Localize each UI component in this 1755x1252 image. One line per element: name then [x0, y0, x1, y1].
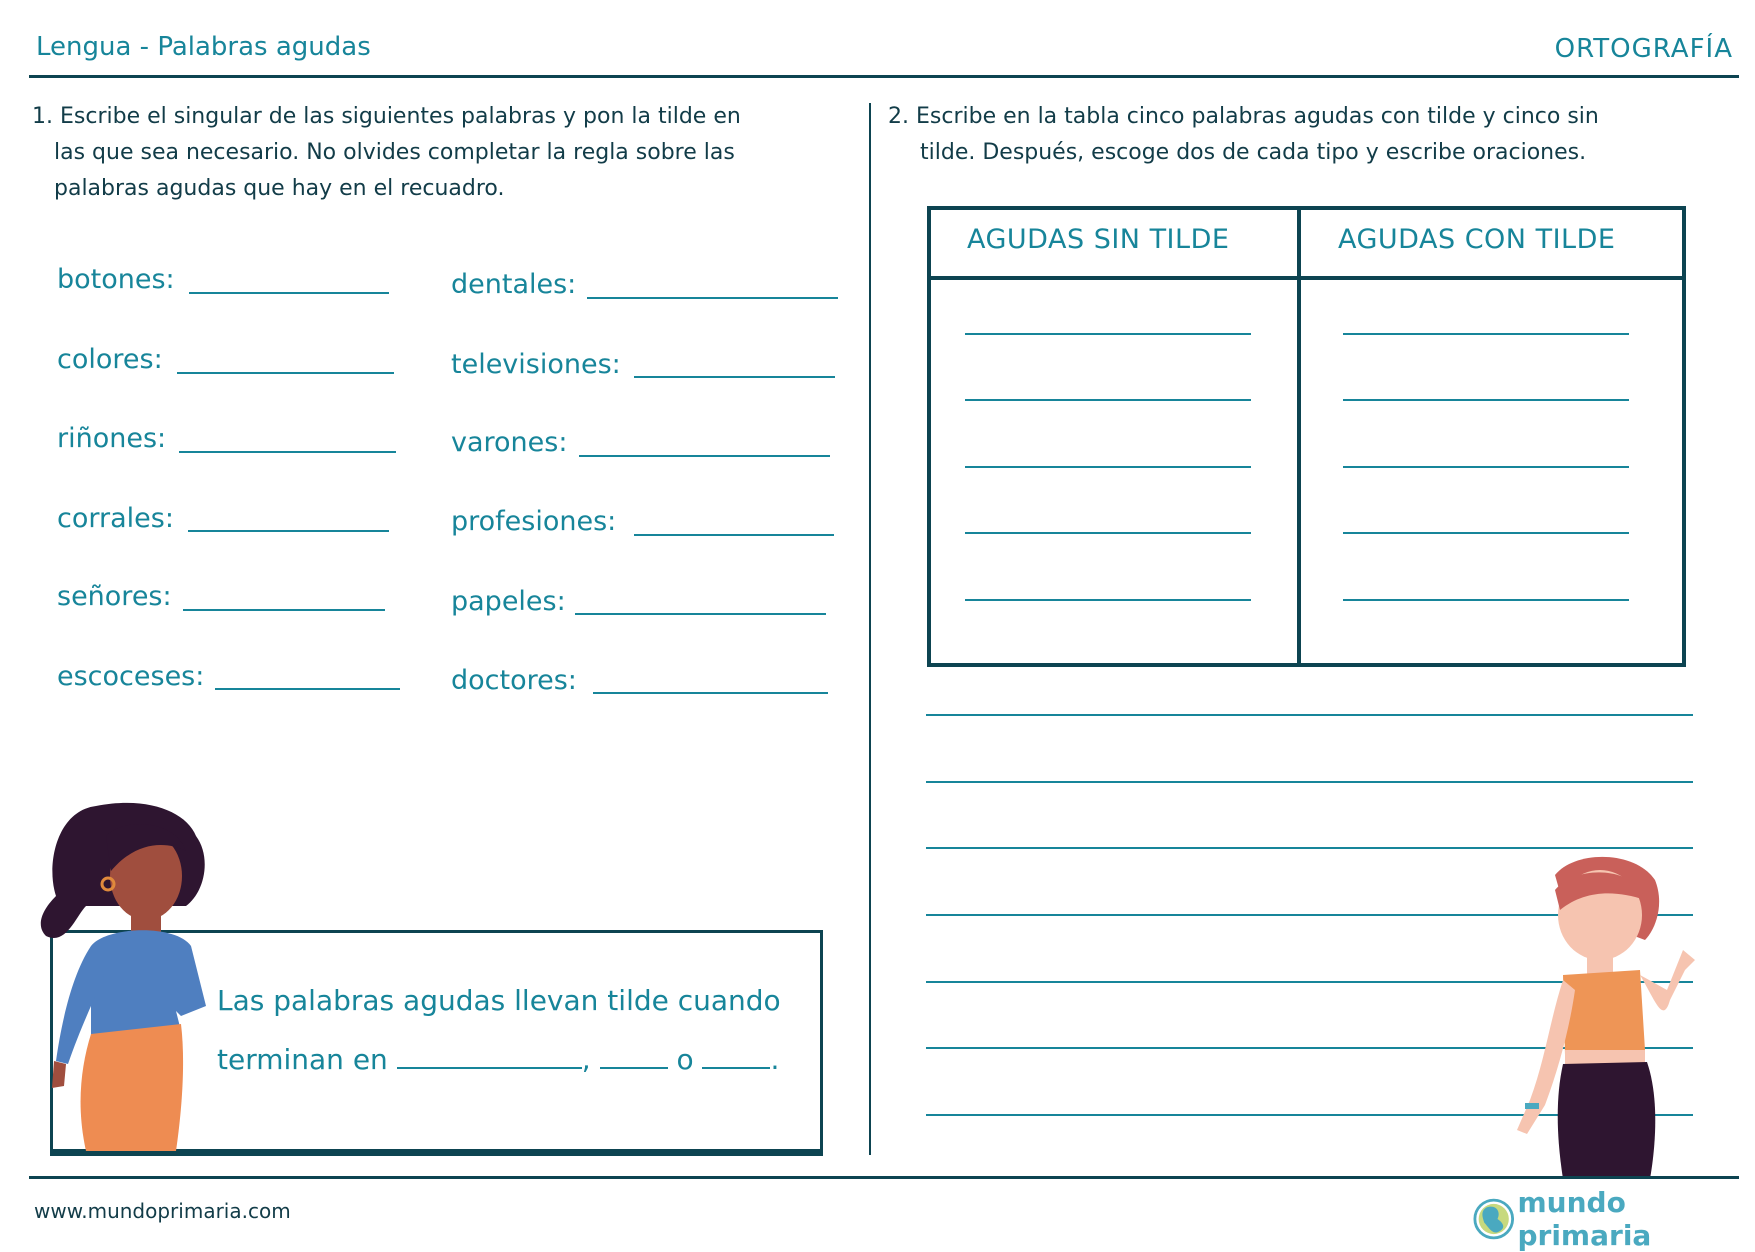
exercise1-instruction — [32, 99, 832, 207]
footer-url[interactable]: www.mundoprimaria.com — [34, 1199, 291, 1223]
instruction-line: las que sea necesario. No olvides completar la regla sobre las — [54, 140, 735, 165]
table-column-divider — [1297, 206, 1301, 667]
word-escoceses: escoceses: — [57, 661, 205, 692]
word-doctores: doctores: — [451, 665, 577, 696]
waving-woman-illustration — [1505, 850, 1715, 1180]
rule-period: . — [770, 1043, 780, 1076]
instruction-line: palabras agudas que hay en el recuadro. — [54, 176, 505, 201]
footer-divider — [29, 1176, 1739, 1179]
table-answer-line[interactable] — [1343, 399, 1629, 401]
answer-blank[interactable] — [593, 692, 828, 694]
sentence-line[interactable] — [926, 714, 1693, 716]
exercise2-instruction — [888, 99, 1738, 171]
table-answer-line[interactable] — [1343, 599, 1629, 601]
table-header-divider — [927, 276, 1686, 280]
answer-blank[interactable] — [215, 688, 400, 690]
word-televisiones: televisiones: — [451, 349, 621, 380]
table-header-sin-tilde: AGUDAS SIN TILDE — [967, 224, 1230, 255]
word-papeles: papeles: — [451, 586, 566, 617]
word-senores: señores: — [57, 581, 172, 612]
word-dentales: dentales: — [451, 269, 577, 300]
instruction-line: 2. Escribe en la tabla cinco palabras agudas con tilde y cinco sin — [888, 104, 1599, 129]
page-title: Lengua - Palabras agudas — [36, 32, 371, 62]
logo-text: mundo primaria — [1517, 1186, 1652, 1252]
table-answer-line[interactable] — [965, 532, 1251, 534]
table-header-con-tilde: AGUDAS CON TILDE — [1338, 224, 1616, 255]
word-colores: colores: — [57, 344, 163, 375]
sentence-line[interactable] — [926, 781, 1693, 783]
answer-blank[interactable] — [177, 372, 394, 374]
column-divider — [869, 103, 871, 1155]
category-label: ORTOGRAFÍA — [1554, 34, 1733, 64]
answer-blank[interactable] — [189, 292, 389, 294]
answer-blank[interactable] — [183, 609, 385, 611]
rule-or: o — [676, 1043, 694, 1076]
table-answer-line[interactable] — [965, 333, 1251, 335]
word-botones: botones: — [57, 264, 175, 295]
instruction-line: 1. Escribe el singular de las siguientes palabras y pon la tilde en — [32, 104, 741, 129]
sentence-line[interactable] — [926, 847, 1693, 849]
answer-blank[interactable] — [579, 455, 830, 457]
answer-blank[interactable] — [587, 297, 838, 299]
answer-blank[interactable] — [575, 613, 826, 615]
rule-text: terminan en — [217, 1043, 388, 1076]
answer-blank[interactable] — [634, 534, 834, 536]
rule-line-1: Las palabras agudas llevan tilde cuando — [217, 984, 781, 1017]
word-varones: varones: — [451, 427, 568, 458]
girl-illustration — [36, 796, 221, 1151]
answer-blank[interactable] — [188, 530, 389, 532]
table-answer-line[interactable] — [965, 399, 1251, 401]
table-answer-line[interactable] — [1343, 532, 1629, 534]
rule-blank-3[interactable] — [702, 1067, 770, 1069]
mundo-primaria-logo — [1473, 1186, 1755, 1252]
instruction-line: tilde. Después, escoge dos de cada tipo y escribe oraciones. — [920, 140, 1587, 165]
globe-icon — [1473, 1197, 1514, 1241]
rule-line-2 — [217, 1043, 779, 1076]
rule-blank-2[interactable] — [600, 1067, 668, 1069]
answer-blank[interactable] — [179, 451, 396, 453]
rule-blank-1[interactable] — [397, 1067, 582, 1069]
header-divider — [29, 75, 1739, 78]
table-answer-line[interactable] — [1343, 466, 1629, 468]
table-answer-line[interactable] — [965, 599, 1251, 601]
word-corrales: corrales: — [57, 503, 174, 534]
rule-comma: , — [581, 1043, 591, 1076]
table-answer-line[interactable] — [965, 466, 1251, 468]
table-answer-line[interactable] — [1343, 333, 1629, 335]
word-profesiones: profesiones: — [451, 506, 617, 537]
answer-blank[interactable] — [634, 376, 835, 378]
word-rinones: riñones: — [57, 423, 167, 454]
